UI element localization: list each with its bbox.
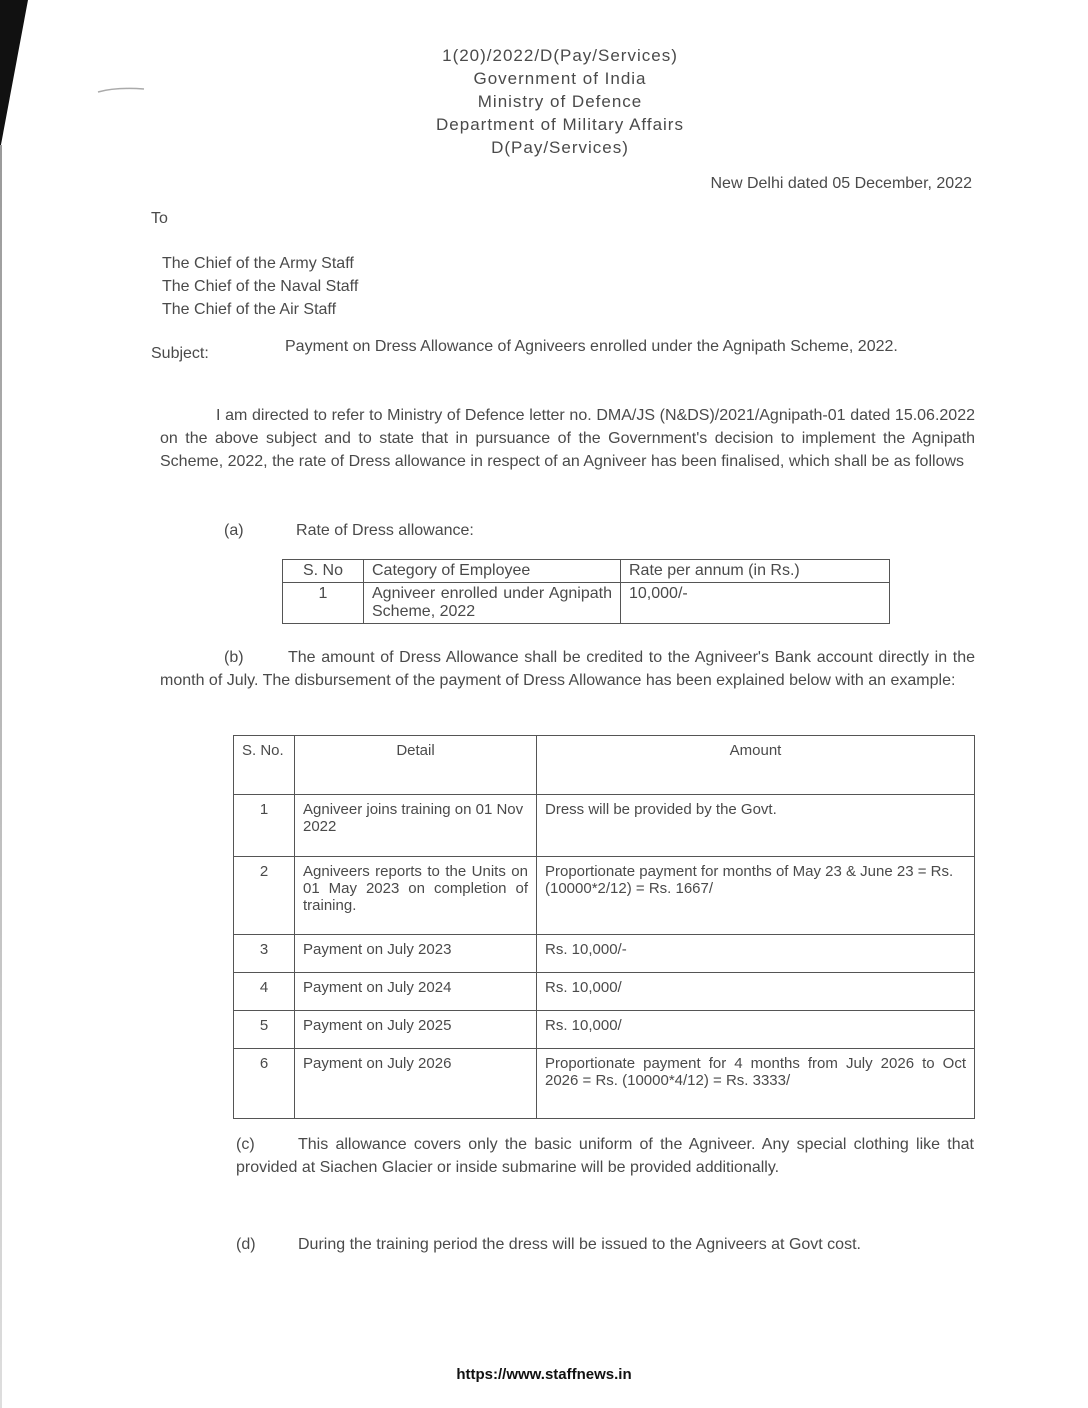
rate-table: [282, 559, 890, 624]
recipient-army: The Chief of the Army Staff: [162, 255, 354, 272]
intro-paragraph: I am directed to refer to Ministry of Defence letter no. DMA/JS (N&DS)/2021/Agnipath-01 dated 15.06.2022 on the above subject and to state that in pursuance of the Government's decision to implement the Agnipath Scheme, 2022, the rate of Dress allowance in respect of an Agniveer has been finalised, which shall be as follows: [160, 407, 975, 470]
section-d-label: (d): [236, 1236, 256, 1253]
example-sno: 3: [234, 935, 295, 973]
department-line: Department of Military Affairs: [436, 115, 684, 134]
subject-text: Payment on Dress Allowance of Agniveers enrolled under the Agnipath Scheme, 2022.: [285, 338, 898, 355]
example-col-amount: Amount: [537, 736, 975, 795]
subject-label: Subject:: [151, 345, 209, 362]
scan-mark: [96, 86, 146, 94]
recipient-navy: The Chief of the Naval Staff: [162, 278, 359, 295]
example-amount: Rs. 10,000/: [537, 1011, 975, 1049]
example-sno: 1: [234, 795, 295, 857]
section-line: D(Pay/Services): [491, 138, 629, 157]
example-detail: Payment on July 2024: [295, 973, 537, 1011]
section-c-text: This allowance covers only the basic uniform of the Agniveer. Any special clothing like that provided at Siachen Glacier or inside submarine will be provided additionally.: [236, 1136, 974, 1176]
scan-edge-shadow: [0, 145, 2, 1408]
table-row: [234, 1049, 975, 1119]
example-detail: Payment on July 2026: [295, 1049, 537, 1119]
rate-col-rate: Rate per annum (in Rs.): [621, 560, 890, 583]
file-reference: 1(20)/2022/D(Pay/Services): [442, 46, 678, 65]
example-amount: Proportionate payment for 4 months from July 2026 to Oct 2026 = Rs. (10000*4/12) = Rs. 3333/: [537, 1049, 975, 1119]
section-d: [236, 1233, 974, 1256]
ministry-line: Ministry of Defence: [477, 92, 643, 111]
date-line: New Delhi dated 05 December, 2022: [710, 175, 972, 192]
section-a-label: (a): [224, 522, 244, 539]
table-row: [234, 857, 975, 935]
rate-value: 10,000/-: [621, 583, 890, 624]
example-sno: 4: [234, 973, 295, 1011]
rate-table-header: [283, 560, 890, 583]
example-amount: Proportionate payment for months of May 23 & June 23 = Rs. (10000*2/12) = Rs. 1667/: [537, 857, 975, 935]
government-line: Government of India: [473, 69, 647, 88]
example-detail: Payment on July 2023: [295, 935, 537, 973]
scan-corner-shadow: [0, 0, 28, 150]
example-amount: Rs. 10,000/: [537, 973, 975, 1011]
example-detail: Agniveer joins training on 01 Nov 2022: [295, 795, 537, 857]
table-row: [234, 973, 975, 1011]
footer-url[interactable]: https://www.staffnews.in: [456, 1366, 632, 1383]
example-col-sno: S. No.: [234, 736, 295, 795]
example-detail: Payment on July 2025: [295, 1011, 537, 1049]
section-b-text: The amount of Dress Allowance shall be credited to the Agniveer's Bank account directly in the month of July. The disbursement of the payment of Dress Allowance has been explained below with an example:: [160, 649, 975, 689]
example-sno: 6: [234, 1049, 295, 1119]
example-detail: Agniveers reports to the Units on 01 May 2023 on completion of training.: [295, 857, 537, 935]
to-label: To: [151, 210, 168, 227]
section-c-label: (c): [236, 1136, 255, 1153]
table-row: [234, 935, 975, 973]
example-amount: Dress will be provided by the Govt.: [537, 795, 975, 857]
rate-category: Agniveer enrolled under Agnipath Scheme, 2022: [364, 583, 621, 624]
section-d-text: During the training period the dress will be issued to the Agniveers at Govt cost.: [298, 1236, 861, 1253]
section-c: [236, 1133, 974, 1179]
section-a-text: Rate of Dress allowance:: [296, 522, 474, 539]
example-col-detail: Detail: [295, 736, 537, 795]
table-row: [234, 795, 975, 857]
example-table-header: [234, 736, 975, 795]
table-row: [283, 583, 890, 624]
example-sno: 2: [234, 857, 295, 935]
section-a: [224, 522, 474, 540]
section-b: [160, 646, 975, 692]
rate-sno: 1: [283, 583, 364, 624]
example-table: [233, 735, 975, 1119]
example-sno: 5: [234, 1011, 295, 1049]
section-b-label: (b): [224, 649, 244, 666]
rate-col-category: Category of Employee: [364, 560, 621, 583]
recipient-air: The Chief of the Air Staff: [162, 301, 337, 318]
rate-col-sno: S. No: [283, 560, 364, 583]
table-row: [234, 1011, 975, 1049]
example-amount: Rs. 10,000/-: [537, 935, 975, 973]
